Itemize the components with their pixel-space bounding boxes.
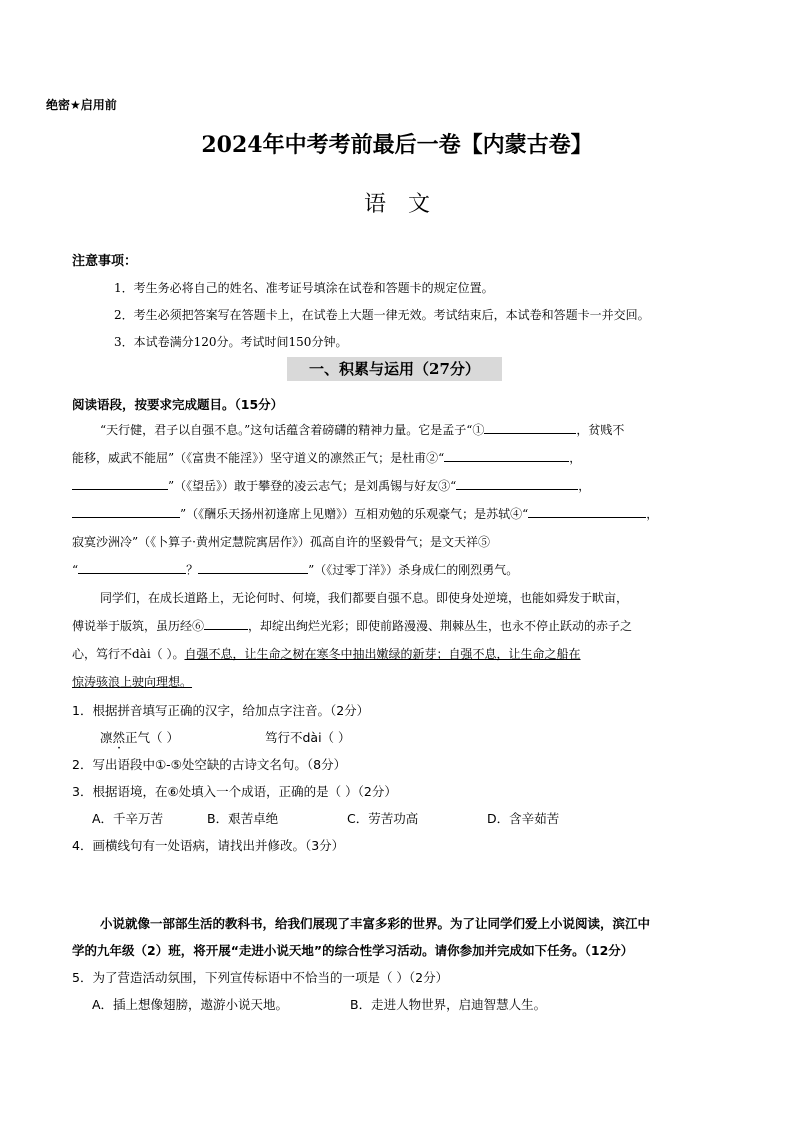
- passage-line: 寂寞沙洲冷”（《卜算子·黄州定慧院寓居作》）孤高自许的坚毅骨气；是文天祥⑤: [72, 535, 490, 549]
- blank-2b: [72, 477, 168, 490]
- confidential-mark: 绝密★启用前: [46, 98, 117, 112]
- question-2: 2．写出语段中①-⑤处空缺的古诗文名句。（8分）: [72, 757, 347, 772]
- blank-1: [484, 421, 576, 434]
- notice-item-2: 2．考生必须把答案写在答题卡上，在试卷上大题一律无效。考试结束后，本试卷和答题卡一并交回。: [114, 308, 650, 322]
- q5-option-b: B．走进人物世界，启迪智慧人生。: [350, 997, 547, 1012]
- section-1-heading: 一、积累与运用（27分）: [287, 357, 502, 381]
- q3-option-b: B．艰苦卓绝: [207, 811, 279, 826]
- blank-3a: [456, 477, 578, 490]
- q5-option-a: A．插上想像翅膀，遨游小说天地。: [92, 997, 289, 1012]
- passage-line: 傅说举于版筑，虽历经⑥ ，却绽出绚烂光彩；即使前路漫漫、荆棘丛生，也永不停止跃动的赤子之: [72, 619, 633, 633]
- q3-option-d: D．含辛茹苦: [487, 811, 560, 826]
- question-5: 5．为了营造活动氛围，下列宣传标语中不恰当的一项是（ ）（2分）: [72, 970, 449, 985]
- blank-6: [204, 617, 248, 630]
- passage-line: “ ？ ”（《过零丁洋》）杀身成仁的刚烈勇气。: [72, 563, 519, 577]
- passage-line: 心，笃行不dài（ ）。自强不息，让生命之树在寒冬中抽出嫩绿的新芽；自强不息，让生命之船在: [72, 647, 581, 661]
- blank-3b: [72, 505, 180, 518]
- blank-5b: [198, 561, 308, 574]
- question-1: 1．根据拼音填写正确的汉字，给加点字注音。（2分）: [72, 703, 370, 718]
- question-3: 3．根据语境，在⑥处填入一个成语，正确的是（ ）（2分）: [72, 784, 397, 799]
- notice-item-1: 1．考生务必将自己的姓名、准考证号填涂在试卷和答题卡的规定位置。: [114, 281, 494, 295]
- passage-line: ”（《望岳》）敢于攀登的凌云志气；是刘禹锡与好友③“ ，: [72, 477, 590, 494]
- q3-option-a: A．千辛万苦: [92, 811, 164, 826]
- blank-5a: [78, 561, 186, 574]
- reading-instruction: 阅读语段，按要求完成题目。（15分）: [72, 397, 284, 412]
- notice-heading: 注意事项：: [72, 254, 138, 269]
- underlined-sentence: 自强不息，让生命之树在寒冬中抽出嫩绿的新芽；自强不息，让生命之船在: [184, 647, 581, 661]
- blank-4: [528, 505, 646, 518]
- passage-line: “天行健，君子以自强不息。”这句话蕴含着磅礴的精神力量。它是孟子“① ，贫贱不: [100, 423, 625, 437]
- activity-intro-line-2: 学的九年级（2）班，将开展“走进小说天地”的综合性学习活动。请你参加并完成如下任务。（12分）: [72, 943, 634, 958]
- question-1-items: 凛然正气（ ） 笃行不dài（ ）: [100, 730, 351, 745]
- exam-title: 2024年中考考前最后一卷【内蒙古卷】: [201, 132, 593, 158]
- passage-line: 同学们，在成长道路上，无论何时、何境，我们都要自强不息。即使身处逆境，也能如舜发于畎亩，: [100, 591, 629, 605]
- underlined-sentence: 惊涛骇浪上驶向理想。: [72, 675, 193, 689]
- notice-item-3: 3．本试卷满分120分。考试时间150分钟。: [114, 335, 348, 349]
- passage-line: 能移，威武不能屈”（《富贵不能淫》）坚守道义的凛然正气；是杜甫②“ ，: [72, 451, 582, 465]
- q3-option-c: C．劳苦功高: [347, 811, 419, 826]
- activity-intro-line-1: 小说就像一部部生活的教科书，给我们展现了丰富多彩的世界。为了让同学们爱上小说阅读，滨江中: [100, 916, 651, 931]
- passage-line: ”（《酬乐天扬州初逢席上见赠》）互相劝勉的乐观豪气；是苏轼④“ ，: [72, 505, 658, 522]
- subject-title: 语文: [363, 192, 452, 217]
- question-4: 4．画横线句有一处语病，请找出并修改。（3分）: [72, 838, 345, 853]
- blank-2a: [444, 449, 569, 462]
